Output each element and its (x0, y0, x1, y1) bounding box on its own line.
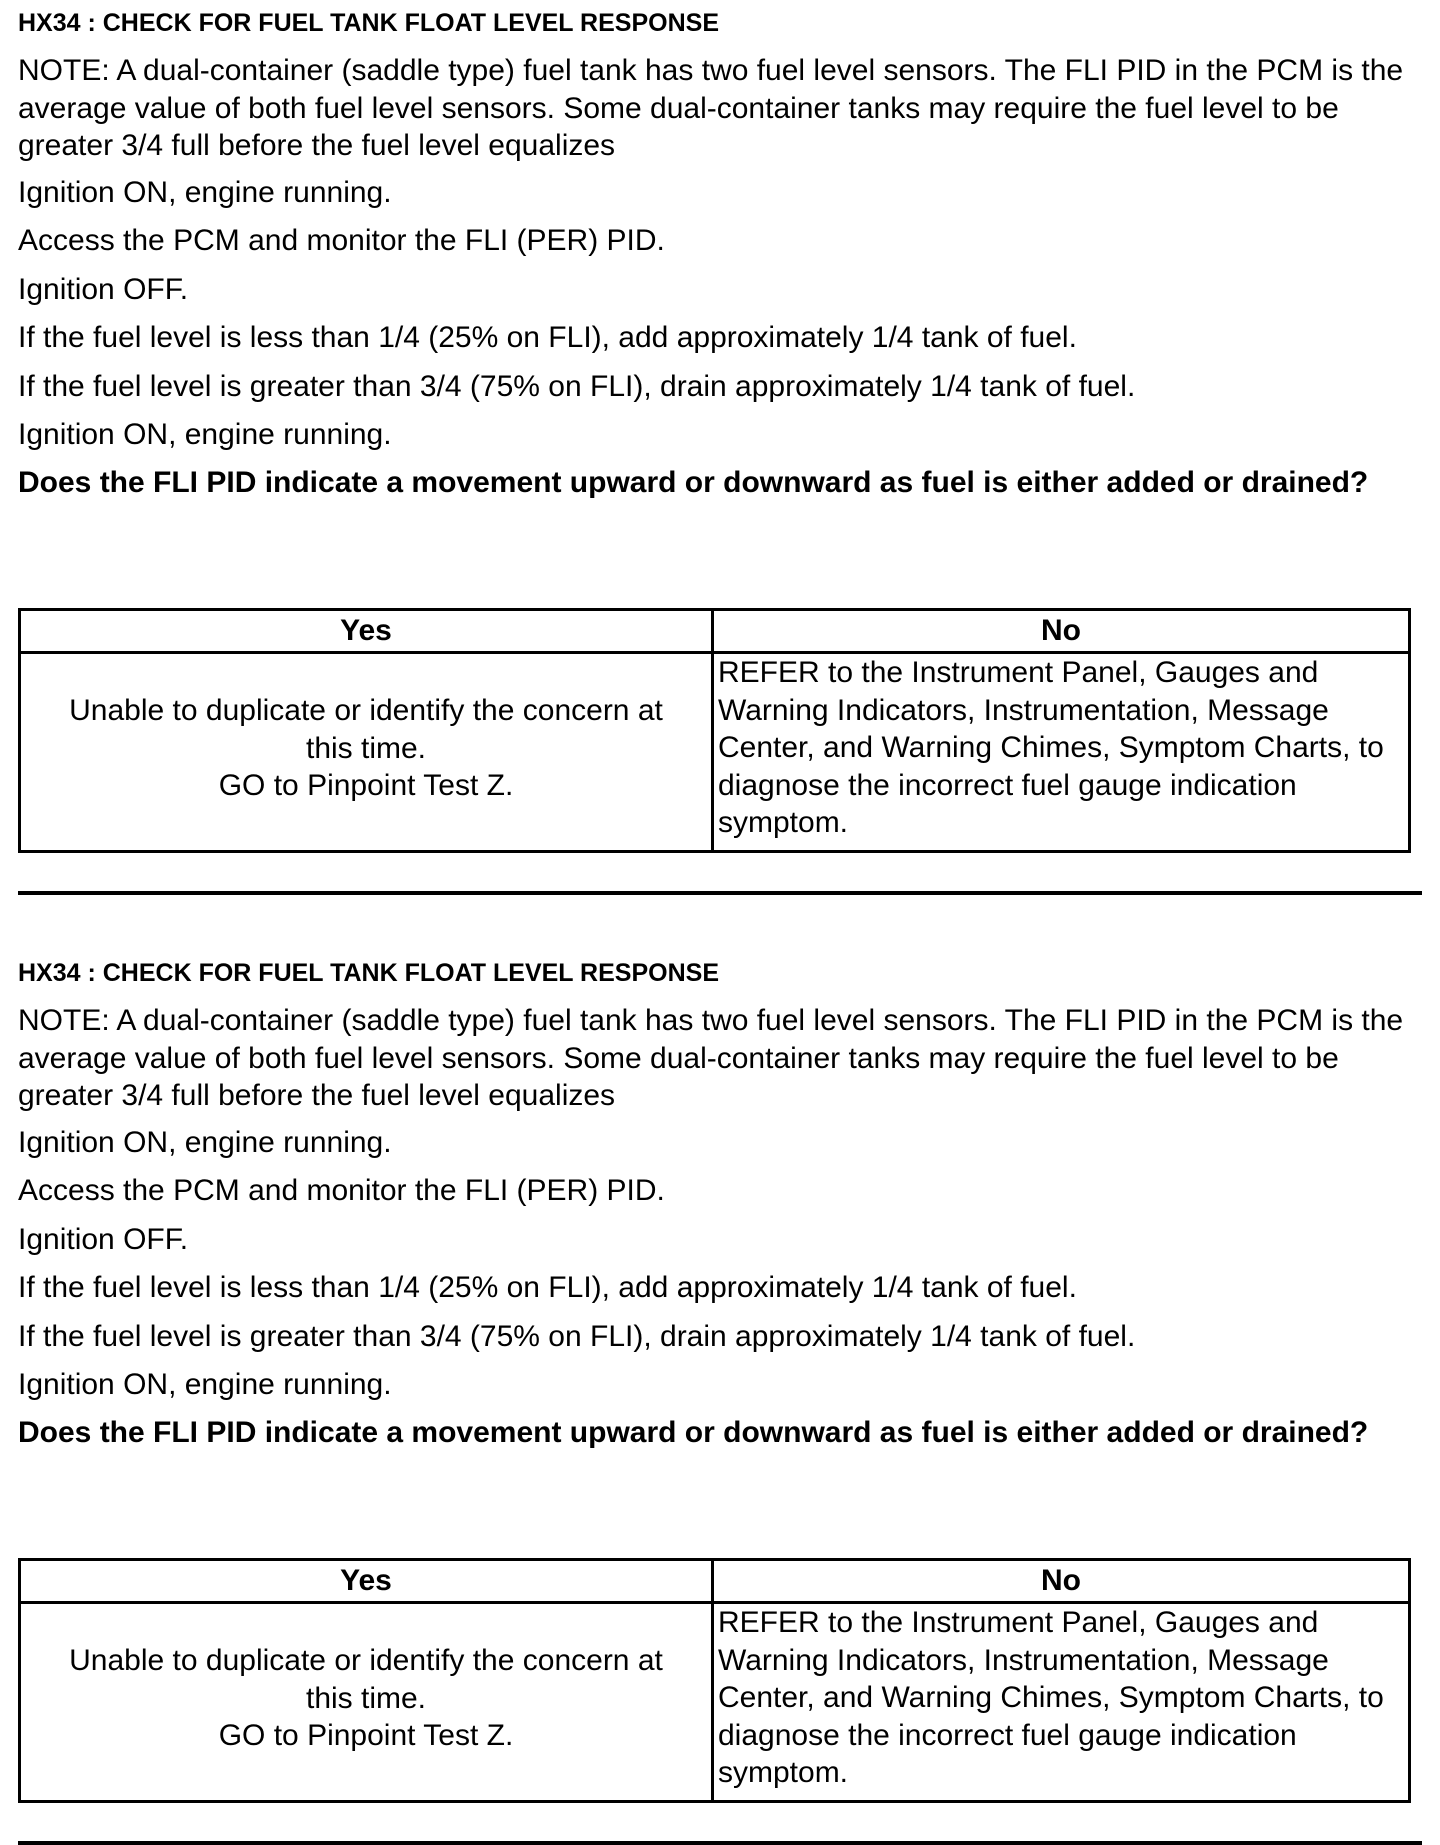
no-cell: REFER to the Instrument Panel, Gauges and Warning Indicators, Instrumentation, Message Center, and Warning Chimes, Symptom Charts, to diagnose the incorrect fuel gauge indication symptom. (713, 653, 1410, 852)
step-item: Ignition OFF. (18, 272, 189, 306)
step-item: Ignition ON, engine running. (18, 1368, 392, 1401)
test-step-section (18, 958, 1422, 1789)
step-item: Access the PCM and monitor the FLI (PER) PID. (18, 1174, 665, 1207)
yes-line: this time. (305, 1681, 427, 1715)
yes-no-table (18, 1558, 1411, 1803)
table-row (20, 1603, 1410, 1802)
table-header-row (20, 1560, 1410, 1603)
yes-line: this time. (305, 731, 427, 765)
yes-cell (20, 653, 713, 852)
yes-line: GO to Pinpoint Test Z. (218, 1719, 514, 1752)
test-step-section (18, 8, 1422, 839)
step-item: Access the PCM and monitor the FLI (PER) PID. (18, 224, 665, 257)
section-title: HX34 : CHECK FOR FUEL TANK FLOAT LEVEL RESPONSE (18, 9, 719, 37)
no-cell: REFER to the Instrument Panel, Gauges and Warning Indicators, Instrumentation, Message Center, and Warning Chimes, Symptom Charts, to diagnose the incorrect fuel gauge indication symptom. (713, 1603, 1410, 1802)
yes-line: Unable to duplicate or identify the concern at (69, 694, 663, 727)
step-item: Ignition OFF. (18, 1222, 189, 1256)
section-title: HX34 : CHECK FOR FUEL TANK FLOAT LEVEL RESPONSE (18, 959, 719, 987)
no-header: No (713, 1560, 1410, 1603)
yes-no-table (18, 608, 1411, 853)
yes-cell (20, 1603, 713, 1802)
table-row (20, 653, 1410, 852)
question-text: Does the FLI PID indicate a movement upward or downward as fuel is either added or drained? (18, 465, 1369, 499)
step-item: If the fuel level is less than 1/4 (25% on FLI), add approximately 1/4 tank of fuel. (18, 321, 1077, 354)
note-text: NOTE: A dual-container (saddle type) fuel tank has two fuel level sensors. The FLI PID in the PCM is the average value of both fuel level sensors. Some dual-container tanks may require the fuel level to be greater 3/4 full before the fuel level equalizes (18, 1004, 1404, 1112)
step-item: If the fuel level is greater than 3/4 (75% on FLI), drain approximately 1/4 tank of fuel. (18, 369, 1136, 403)
yes-line: GO to Pinpoint Test Z. (218, 769, 514, 802)
yes-line: Unable to duplicate or identify the concern at (69, 1644, 663, 1677)
no-header: No (713, 610, 1410, 653)
note-text: NOTE: A dual-container (saddle type) fuel tank has two fuel level sensors. The FLI PID in the PCM is the average value of both fuel level sensors. Some dual-container tanks may require the fuel level to be greater 3/4 full before the fuel level equalizes (18, 54, 1404, 162)
step-item: Ignition ON, engine running. (18, 418, 392, 451)
yes-header: Yes (20, 610, 713, 653)
section-divider (18, 1841, 1422, 1845)
section-divider (18, 891, 1422, 895)
step-item: If the fuel level is greater than 3/4 (75% on FLI), drain approximately 1/4 tank of fuel. (18, 1319, 1136, 1353)
table-header-row (20, 610, 1410, 653)
yes-header: Yes (20, 1560, 713, 1603)
step-item: Ignition ON, engine running. (18, 1125, 392, 1159)
step-item: Ignition ON, engine running. (18, 175, 392, 209)
question-text: Does the FLI PID indicate a movement upward or downward as fuel is either added or drained? (18, 1415, 1369, 1449)
step-item: If the fuel level is less than 1/4 (25% on FLI), add approximately 1/4 tank of fuel. (18, 1271, 1077, 1304)
